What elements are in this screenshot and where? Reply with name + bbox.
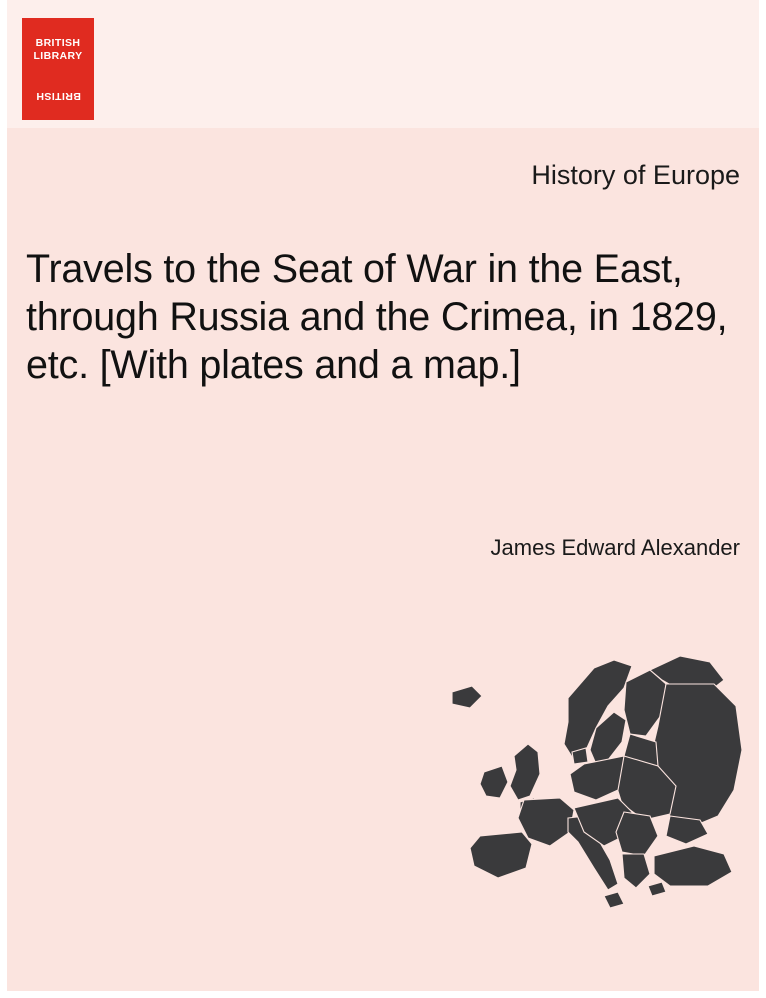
subject-heading: History of Europe [531, 160, 740, 190]
logo-line-library: LIBRARY [33, 49, 83, 62]
cover-top-band [7, 0, 759, 128]
europe-map-icon [418, 640, 748, 950]
scan-edge-bottom [0, 991, 766, 998]
scan-edge-right [759, 0, 766, 998]
page-title: Travels to the Seat of War in the East, through Russia and the Crimea, in 1829, etc. [With plates and a map.] [26, 247, 728, 387]
author-name: James Edward Alexander [490, 535, 740, 560]
scan-edge-left [0, 0, 7, 998]
logo-line-british: BRITISH [35, 36, 81, 49]
logo-line-british-mirrored: BRITISH [35, 89, 81, 102]
british-library-logo [22, 18, 94, 120]
